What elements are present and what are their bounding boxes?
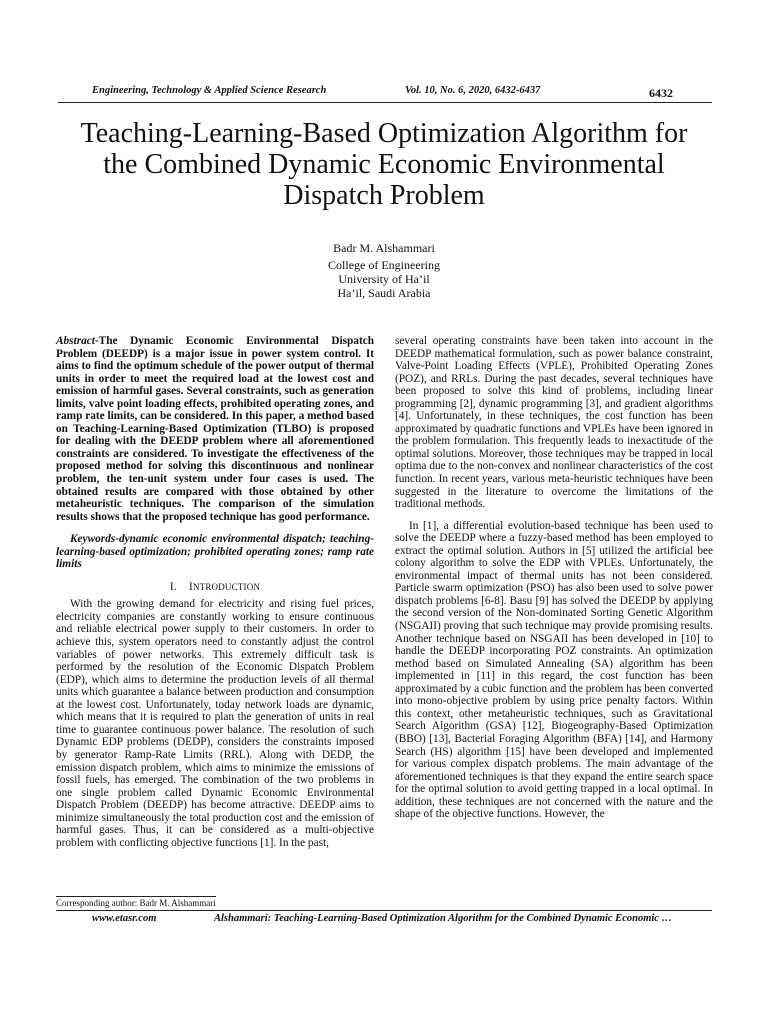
footnote-corresponding-author: Corresponding author: Badr M. Alshammari: [56, 898, 216, 908]
author-affiliation-3: Ha’il, Saudi Arabia: [337, 286, 431, 300]
author-affiliation-2: University of Ha’il: [338, 272, 430, 286]
author-name: Badr M. Alshammari: [333, 241, 435, 255]
intro-paragraph-1: With the growing demand for electricity and rising fuel prices, electricity companies are constantly working to ensure continuous and reliable electrical power supply to their customers. In order to achieve this, system operators need to constantly adjust the control variables of power networks. This extremely difficult task is performed by the resolution of the Economic Dispatch Problem (EDP), which aims to determine the production levels of all thermal units which guarantee a balance between production and consumption at the lowest cost. Unfortunately, today network loads are dynamic, which means that it is required to plan the generation of units in real time to guarantee continuous power balance. The resolution of such Dynamic EDP problems (DEDP), considers the constraints imposed by generator Ramp-Rate Limits (RRL). Along with DEDP, the emission dispatch problem, which aims to minimize the emissions of fossil fuels, has emerged. The combination of the two problems in one single problem called Dynamic Economic Environmental Dispatch Problem (DEEDP) has become attractive. DEEDP aims to minimize simultaneously the total production cost and the emission of harmful gases. Thus, it can be considered as a multi-objective problem with conflicting objective functions [1]. In the past,: [56, 598, 374, 849]
paper-title: Teaching-Learning-Based Optimization Algorithm for the Combined Dynamic Economic Environmental Dispatch Problem: [80, 118, 688, 211]
header-rule: [58, 102, 712, 103]
author-affiliation-1: College of Engineering: [328, 258, 440, 272]
section-number: I.: [169, 580, 177, 593]
keywords-text: -dynamic economic environmental dispatch; teaching-learning-based optimization; prohibited operating zones; ramp rate limits: [56, 533, 374, 571]
section-title-first: I: [188, 580, 193, 593]
section-title-rest: NTRODUCTION: [192, 581, 261, 592]
keywords: [56, 533, 374, 571]
footer-rule: [56, 910, 712, 911]
footer-site: www.etasr.com: [92, 913, 157, 924]
left-column: [56, 335, 374, 849]
keywords-lead: Keywords: [70, 533, 116, 546]
right-paragraph-1: several operating constraints have been taken into account in the DEEDP mathematical formulation, such as power balance constraint, Valve-Point Loading Effects (VPLE), Prohibited Operating Zones (POZ), and RRLs. During the past decades, several techniques have been proposed to solve this kind of problems, including linear programming [2], dynamic programming [3], and gradient algorithms [4]. Unfortunately, in these techniques, the cost function has been approximated by quadratic functions and VPLEs have been ignored in the problem formulation. This frequently leads to inexactitude of the optimal solutions. Moreover, those techniques may be trapped in local optima due to the non-convex and nonlinear characteristics of the cost function. In recent years, various meta-heuristic techniques have been suggested in the literature to overcome the limitations of the traditional methods.: [395, 335, 713, 511]
right-paragraph-2: In [1], a differential evolution-based technique has been used to solve the DEEDP where a fuzzy-based method has been employed to extract the optimal solution. Authors in [5] utilized the artificial bee colony algorithm to solve the EDP with VPLEs. Unfortunately, the environmental impact of thermal units has not been considered. Particle swarm optimization (PSO) has also been used to solve power dispatch problems [6-8]. Basu [9] has solved the DEEDP by applying the second version of the Non-dominated Sorting Genetic Algorithm (NSGAII) proving that such technique may provide promising results. Another technique based on NSGAII has been developed in [10] to handle the DEEDP incorporating POZ constraints. An optimization method based on Simulated Annealing (SA) algorithm has been implemented in [11] in this regard, the cost function has been approximated by a cubic function and the problem has been converted into mono-objective problem by using price penalty factors. Within this context, other metaheuristic techniques, such as Gravitational Search Algorithm (GSA) [12], Biogeography-Based Optimization (BBO) [13], Bacterial Foraging Algorithm (BFA) [14], and Harmony Search (HS) algorithm [15] have been developed and implemented for various complex dispatch problems. The main advantage of the aforementioned techniques is that they expand the entire search space for the optimal solution to avoid getting trapped in a local optimal. In addition, these techniques are not concerned with the nature and the shape of the objective functions. However, the: [395, 519, 713, 821]
page-number: 6432: [649, 86, 673, 100]
right-column: [395, 335, 713, 821]
journal-name: Engineering, Technology & Applied Science Research: [92, 85, 327, 96]
section-heading-introduction: [56, 581, 374, 594]
abstract-lead: Abstract: [56, 335, 95, 347]
abstract-text: -The Dynamic Economic Environmental Dispatch Problem (DEEDP) is a major issue in power system control. It aims to find the optimum schedule of the power output of thermal units in order to meet the required load at the lowest cost and emission of harmful gases. Several constraints, such as generation limits, valve point loading effects, prohibited operating zones, and ramp rate limits, can be considered. In this paper, a method based on Teaching-Learning-Based Optimization (TLBO) is proposed for dealing with the DEEDP problem where all aforementioned constraints are considered. To investigate the effectiveness of the proposed method for solving this discontinuous and nonlinear problem, the ten-unit system under four cases is used. The obtained results are compared with those obtained by other metaheuristic techniques. The comparison of the simulation results shows that the proposed technique has good performance.: [56, 335, 374, 523]
footer-running-title: Alshammari: Teaching-Learning-Based Optimization Algorithm for the Combined Dynamic Economic …: [214, 913, 673, 924]
volume-info: Vol. 10, No. 6, 2020, 6432-6437: [405, 85, 541, 96]
footnote-rule: [56, 896, 216, 897]
abstract: [56, 335, 374, 523]
